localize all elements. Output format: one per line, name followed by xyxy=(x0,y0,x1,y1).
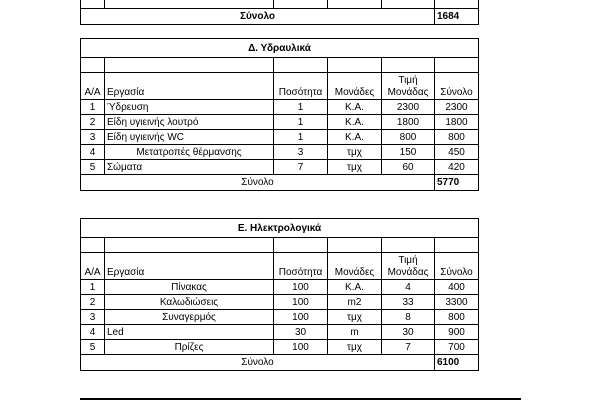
blank-row xyxy=(81,238,479,253)
cell-aa: 2 xyxy=(81,295,105,310)
col-header-total: Σύνολο xyxy=(435,253,479,280)
sum-row xyxy=(81,175,479,191)
cell-total: 420 xyxy=(435,160,479,175)
cell-price: 800 xyxy=(382,130,435,145)
cell-price: 4 xyxy=(382,280,435,295)
plumbing-table xyxy=(80,38,479,191)
section-title: Δ. Υδραυλικά xyxy=(81,39,479,58)
sum-label: Σύνολο xyxy=(81,175,435,191)
sum-row xyxy=(81,9,479,25)
cell-price: 30 xyxy=(382,325,435,340)
cell-aa: 2 xyxy=(81,115,105,130)
cell-qty: 1 xyxy=(274,130,328,145)
table-row xyxy=(81,310,479,325)
cell-price: 1800 xyxy=(382,115,435,130)
cell-work: Είδη υγιεινής λουτρό xyxy=(105,115,274,130)
sum-label: Σύνολο xyxy=(81,355,435,371)
cell-qty: 1 xyxy=(274,115,328,130)
col-header-work: Εργασία xyxy=(105,253,274,280)
cell-work: Ύδρευση xyxy=(105,100,274,115)
cell-units: Κ.Α. xyxy=(328,130,382,145)
cell-qty: 100 xyxy=(274,310,328,325)
cell-qty: 100 xyxy=(274,340,328,355)
prev-section-table xyxy=(80,0,479,25)
cell-aa: 1 xyxy=(81,280,105,295)
table-row xyxy=(81,340,479,355)
col-header-price: Τιμή Μονάδας xyxy=(382,253,435,280)
cell-qty: 30 xyxy=(274,325,328,340)
cell-aa: 4 xyxy=(81,325,105,340)
cell-work: Led xyxy=(105,325,274,340)
col-header-aa: Α/Α xyxy=(81,73,105,100)
col-header-qty: Ποσότητα xyxy=(274,253,328,280)
blank-row xyxy=(81,58,479,73)
cell-price: 150 xyxy=(382,145,435,160)
section-title-row xyxy=(81,39,479,58)
cell-work: Είδη υγιεινής WC xyxy=(105,130,274,145)
cell-aa: 4 xyxy=(81,145,105,160)
table-row xyxy=(81,325,479,340)
cell-price: 7 xyxy=(382,340,435,355)
col-header-aa: Α/Α xyxy=(81,253,105,280)
header-row xyxy=(81,253,479,280)
cell-total: 800 xyxy=(435,130,479,145)
cell-qty: 100 xyxy=(274,295,328,310)
cell-aa: 3 xyxy=(81,130,105,145)
cell-aa: 5 xyxy=(81,160,105,175)
cell-units: τμχ xyxy=(328,310,382,325)
section-title: Ε. Ηλεκτρολογικά xyxy=(81,219,479,238)
cell-price: 33 xyxy=(382,295,435,310)
table-row xyxy=(81,100,479,115)
cell-total: 700 xyxy=(435,340,479,355)
header-row xyxy=(81,73,479,100)
cell-total: 2300 xyxy=(435,100,479,115)
cell-work: Πίνακας xyxy=(105,280,274,295)
col-header-work: Εργασία xyxy=(105,73,274,100)
table-row xyxy=(81,145,479,160)
cell-total: 1800 xyxy=(435,115,479,130)
sum-value: 1684 xyxy=(435,9,479,25)
cell-units: τμχ xyxy=(328,145,382,160)
electrical-table xyxy=(80,218,479,371)
table-row xyxy=(81,115,479,130)
cell-work: Συναγερμός xyxy=(105,310,274,325)
cell-qty: 3 xyxy=(274,145,328,160)
col-header-total: Σύνολο xyxy=(435,73,479,100)
cell-qty: 100 xyxy=(274,280,328,295)
cell-work: Καλωδιώσεις xyxy=(105,295,274,310)
cell-aa: 5 xyxy=(81,340,105,355)
cell-qty: 7 xyxy=(274,160,328,175)
table-row xyxy=(81,280,479,295)
cell-aa: 1 xyxy=(81,100,105,115)
cell-total: 900 xyxy=(435,325,479,340)
col-header-qty: Ποσότητα xyxy=(274,73,328,100)
sum-row xyxy=(81,355,479,371)
cell-aa: 3 xyxy=(81,310,105,325)
cell-units: Κ.Α. xyxy=(328,115,382,130)
col-header-units: Μονάδες xyxy=(328,73,382,100)
cell-units: τμχ xyxy=(328,340,382,355)
cell-price: 8 xyxy=(382,310,435,325)
cell-work: Μετατροπές θέρμανσης xyxy=(105,145,274,160)
col-header-price: Τιμή Μονάδας xyxy=(382,73,435,100)
cell-total: 400 xyxy=(435,280,479,295)
cell-units: m xyxy=(328,325,382,340)
sum-value: 6100 xyxy=(435,355,479,371)
cell-total: 800 xyxy=(435,310,479,325)
cell-units: m2 xyxy=(328,295,382,310)
cell-price: 60 xyxy=(382,160,435,175)
cell-total: 3300 xyxy=(435,295,479,310)
col-header-units: Μονάδες xyxy=(328,253,382,280)
cell-total: 450 xyxy=(435,145,479,160)
cell-qty: 1 xyxy=(274,100,328,115)
cell-work: Σώματα xyxy=(105,160,274,175)
cell-units: τμχ xyxy=(328,160,382,175)
section-title-row xyxy=(81,219,479,238)
sum-value: 5770 xyxy=(435,175,479,191)
cell-units: Κ.Α. xyxy=(328,280,382,295)
table-row xyxy=(81,0,479,9)
cell-work: Πρίζες xyxy=(105,340,274,355)
table-row xyxy=(81,295,479,310)
table-row xyxy=(81,130,479,145)
cell-price: 2300 xyxy=(382,100,435,115)
table-row xyxy=(81,160,479,175)
sum-label: Σύνολο xyxy=(81,9,435,25)
cell-units: Κ.Α. xyxy=(328,100,382,115)
